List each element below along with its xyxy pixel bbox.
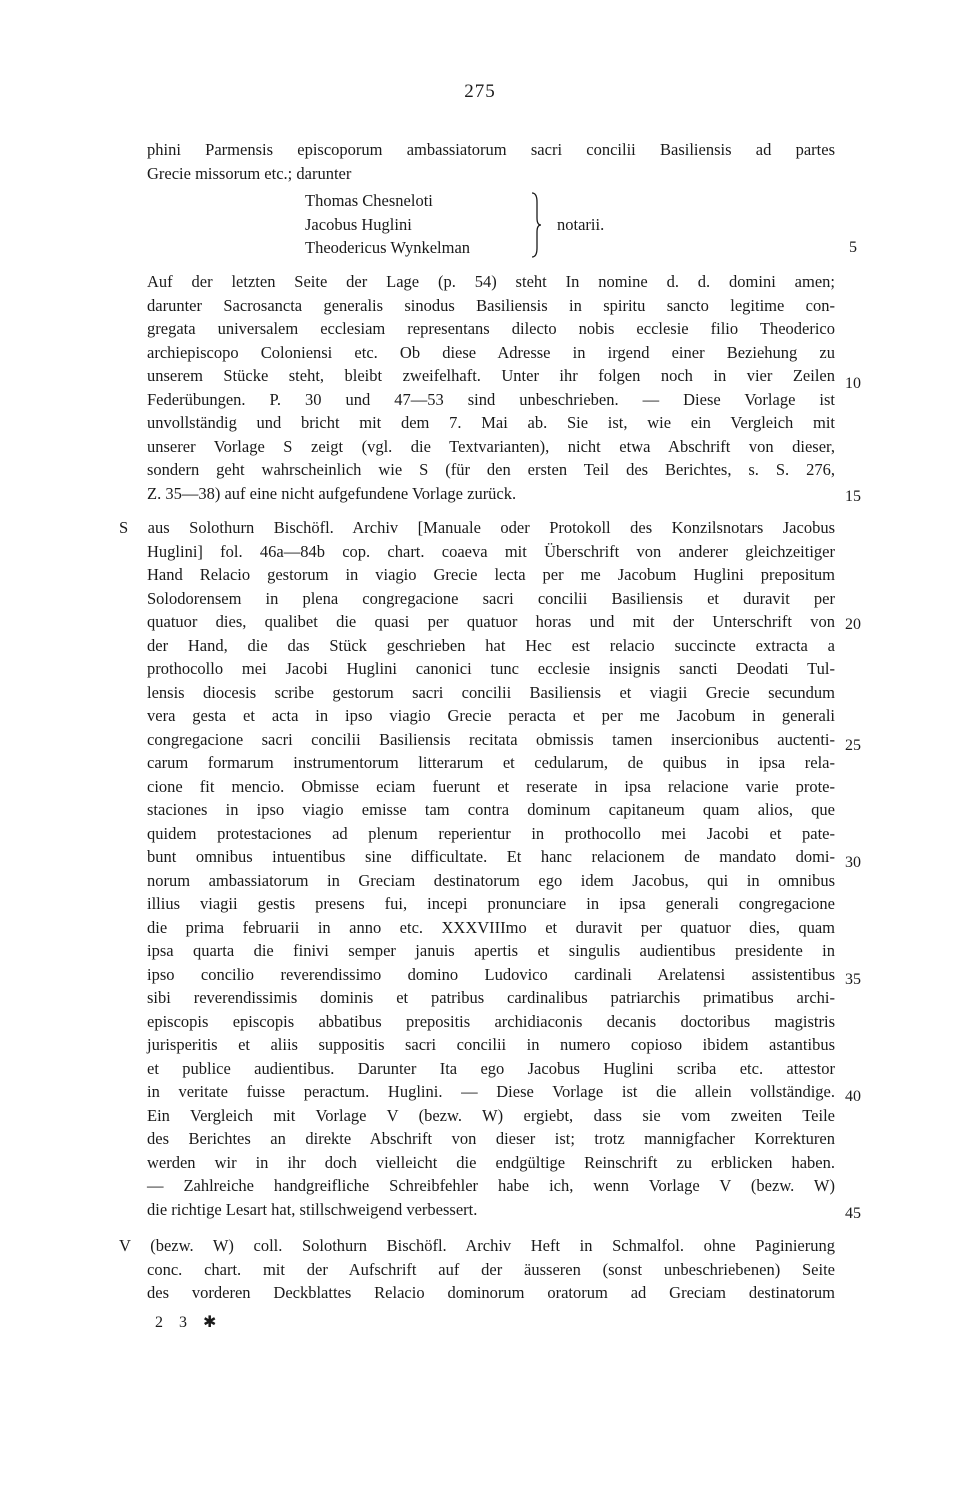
text-line: in veritate fuisse peractum. Huglini. — Diese Vorlage ist die allein vollständige. bbox=[147, 1082, 835, 1101]
text-line: S aus Solothurn Bischöfl. Archiv [Manuale oder Protokoll des Konzilsnotars Jacobus bbox=[119, 518, 835, 537]
signatories-role: notarii. bbox=[557, 215, 605, 234]
section-s-paragraph bbox=[119, 516, 835, 1221]
line-number: 45 bbox=[845, 1205, 861, 1222]
text-line: unserem Stücke steht, bleibt zweifelhaft. Unter ihr folgen noch in vier Zeilen bbox=[147, 366, 835, 385]
line-number: 25 bbox=[845, 737, 861, 754]
text-line: gregata universalem ecclesiam representans dilecto nobis ecclesie filio Theoderico bbox=[147, 319, 835, 338]
text-line: conc. chart. mit der Aufschrift auf der äusseren (sonst unbeschriebenen) Seite bbox=[147, 1259, 835, 1279]
line-number: 30 bbox=[845, 854, 861, 871]
text-line: bunt omnibus intuentibus sine difficultate. Et hanc relacionem de mandato domi- bbox=[147, 847, 835, 866]
signatory-name: Jacobus Huglini bbox=[305, 214, 412, 234]
text-line: vera gesta et acta in ipso viagio Grecie peracta et per me Jacobum in generali bbox=[147, 706, 835, 725]
text-line: Solodorensem in plena congregacione sacri concilii Basiliensis et duravit per bbox=[147, 588, 835, 608]
note-paragraph bbox=[147, 270, 835, 505]
text-line: episcopis episcopis abbatibus prepositis archidiaconis decanis doctoribus magistris bbox=[147, 1011, 835, 1031]
text-line: des vorderen Deckblattes Relacio dominorum oratorum ad Greciam destinatorum bbox=[147, 1283, 835, 1302]
text-line: archiepiscopo Coloniensi etc. Ob diese Adresse in irgend einer Beziehung zu bbox=[147, 342, 835, 362]
text-line: congregacione sacri concilii Basiliensis recitata obmissis tamen insercionibus auctenti- bbox=[147, 729, 835, 749]
text-line: Z. 35—38) auf eine nicht aufgefundene Vorlage zurück. bbox=[147, 483, 517, 503]
line-number: 20 bbox=[845, 616, 861, 633]
text-line: werden wir in ihr doch vielleicht die endgültige Reinschrift zu erblicken haben. bbox=[147, 1152, 835, 1172]
text-line: unvollständig und bricht mit dem 7. Mai ab. Sie ist, wie ein Vergleich mit bbox=[147, 413, 835, 432]
text-line: quidem protestaciones ad plenum reperientur in prothocollo mei Jacobi et pate- bbox=[147, 823, 835, 843]
text-line: cione fit mencio. Obmisse eciam fuerunt et reserate in ipsa relacione varie prote- bbox=[147, 776, 835, 796]
text-line: norum ambassiatorum in Greciam destinatorum ego idem Jacobus, qui in omnibus bbox=[147, 870, 835, 890]
text-line: unserer Vorlage S zeigt (vgl. die Textvarianten), nicht etwa Abschrift von dieser, bbox=[147, 436, 835, 456]
text-line: V (bezw. W) coll. Solothurn Bischöfl. Archiv Heft in Schmalfol. ohne Paginierung bbox=[119, 1236, 835, 1255]
text-line: sibi reverendissimis dominis et patribus cardinalibus patriarchis primatibus archi- bbox=[147, 988, 835, 1007]
printer-signature: 2 3 ✱ bbox=[155, 1314, 223, 1331]
text-line: Huglini] fol. 46a—84b cop. chart. coaeva mit Überschrift von anderer gleichzeitiger bbox=[147, 541, 835, 561]
line-number: 35 bbox=[845, 971, 861, 988]
text-line: Federübungen. P. 30 und 47—53 sind unbeschrieben. — Diese Vorlage ist bbox=[147, 389, 835, 409]
text-line: sondern geht wahrscheinlich wie S (für den ersten Teil des Berichtes, s. S. 276, bbox=[147, 460, 835, 479]
curly-brace-icon bbox=[530, 192, 542, 258]
text-line: carum formarum instrumentorum litterarum et cedularum, de quibus in ipsa rela- bbox=[147, 753, 835, 772]
text-line: der Hand, die das Stück geschrieben hat Hec est relacio succincte extracta a bbox=[147, 635, 835, 655]
text-line: prothocollo mei Jacobi Huglini canonici tunc ecclesie insignis sancti Deodati Tul- bbox=[147, 659, 835, 678]
opening-paragraph bbox=[147, 138, 835, 185]
text-line: staciones in ipso viagio emisse tam contra dominum capitaneum quam alios, que bbox=[147, 800, 835, 819]
text-line: ipsa quarta die finivi semper januis apertis et singulis audientibus presidente in bbox=[147, 941, 835, 960]
text-line: Ein Vergleich mit Vorlage V (bezw. W) ergiebt, dass sie vom zweiten Teile bbox=[147, 1105, 835, 1125]
text-line: lensis diocesis scribe gestorum sacri concilii Basiliensis et viagii Grecie secundum bbox=[147, 682, 835, 702]
text-line: des Berichtes an direkte Abschrift von dieser ist; trotz mannigfacher Korrekturen bbox=[147, 1129, 835, 1148]
text-line: Hand Relacio gestorum in viagio Grecie lecta per me Jacobum Huglini prepositum bbox=[147, 565, 835, 584]
text-line: — Zahlreiche handgreifliche Schreibfehler habe ich, wenn Vorlage V (bezw. W) bbox=[147, 1176, 835, 1195]
page-number: 275 bbox=[464, 81, 496, 102]
line-number: 40 bbox=[845, 1088, 861, 1105]
signatory-name: Thomas Chesneloti bbox=[305, 191, 433, 210]
text-line: die prima februarii in anno etc. XXXVIIImo et duravit per quatuor dies, quam bbox=[147, 917, 835, 937]
line-number: 5 bbox=[849, 239, 857, 256]
text-line: Auf der letzten Seite der Lage (p. 54) steht In nomine d. d. domini amen; bbox=[147, 272, 835, 291]
text-line: phini Parmensis episcoporum ambassiatorum sacri concilii Basiliensis ad partes bbox=[147, 140, 835, 159]
text-line: Grecie missorum etc.; darunter bbox=[147, 163, 352, 183]
signatory-name: Theodericus Wynkelman bbox=[305, 238, 471, 257]
text-line: illius viagii gestis presens fui, incepi pronunciare in ipsa generali congregacione bbox=[147, 894, 835, 913]
text-line: jurisperitis et aliis suppositis sacri concilii in numero copioso ibidem astantibus bbox=[147, 1035, 835, 1054]
text-line: ipso concilio reverendissimo domino Ludovico cardinali Arelatensi assistentibus bbox=[147, 964, 835, 984]
text-line: die richtige Lesart hat, stillschweigend verbessert. bbox=[147, 1199, 478, 1219]
section-v-paragraph bbox=[119, 1234, 835, 1305]
text-line: darunter Sacrosancta generalis sinodus Basiliensis in spiritu sancto legitime con- bbox=[147, 295, 835, 315]
line-number: 10 bbox=[845, 375, 861, 392]
text-line: et publice audientibus. Darunter Ita ego Jacobus Huglini scriba etc. attestor bbox=[147, 1058, 835, 1078]
text-line: quatuor dies, qualibet die quasi per quatuor horas und mit der Unterschrift von bbox=[147, 612, 835, 631]
line-number: 15 bbox=[845, 488, 861, 505]
